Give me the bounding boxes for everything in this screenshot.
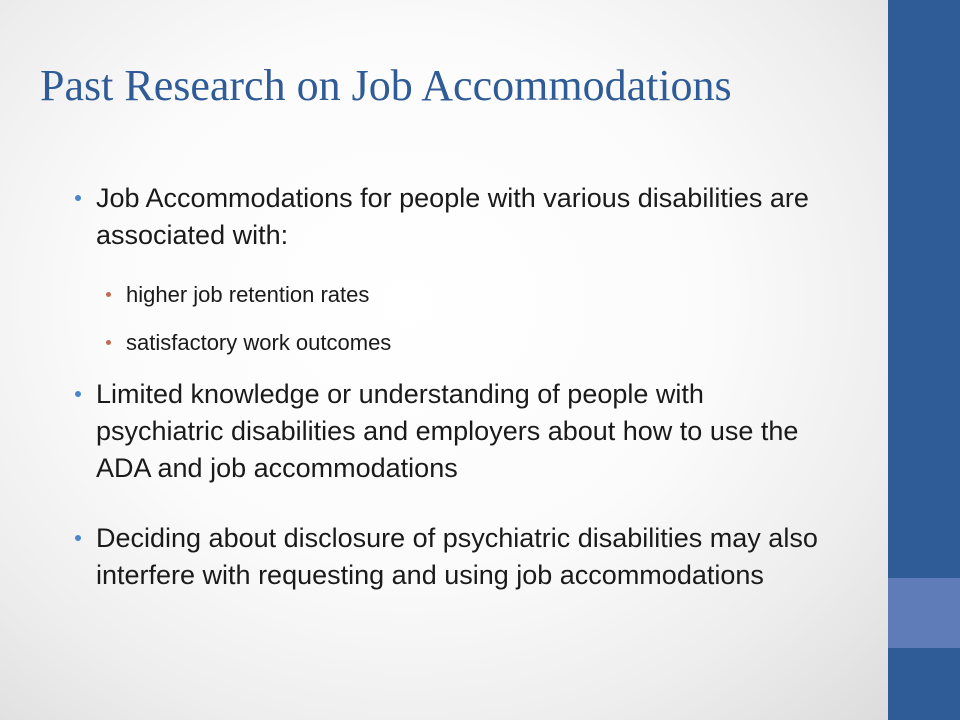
sub-bullet-outcomes xyxy=(126,328,826,358)
bullet-limited-knowledge xyxy=(96,376,836,487)
bullet-disclosure xyxy=(96,520,836,594)
bullet-dot-icon xyxy=(75,535,81,541)
bullet-text: Job Accommodations for people with various disabilities are associated with: xyxy=(96,183,809,250)
sub-bullet-text: satisfactory work outcomes xyxy=(126,330,392,355)
slide-title: Past Research on Job Accommodations xyxy=(40,61,732,110)
sub-bullet-dot-icon xyxy=(106,340,111,345)
sub-bullet-text: higher job retention rates xyxy=(126,282,370,307)
sub-bullet-retention xyxy=(126,280,826,310)
bullet-dot-icon xyxy=(75,195,81,201)
sub-bullet-dot-icon xyxy=(106,292,111,297)
bullet-dot-icon xyxy=(75,391,81,397)
bullet-text: Limited knowledge or understanding of people with psychiatric disabilities and employers about how to use the ADA and job accommodations xyxy=(96,379,799,483)
bullet-text: Deciding about disclosure of psychiatric disabilities may also interfere with requesting and using job accommodations xyxy=(96,523,818,590)
bullet-job-accommodations xyxy=(96,180,836,254)
sidebar-accent-block xyxy=(888,578,960,648)
